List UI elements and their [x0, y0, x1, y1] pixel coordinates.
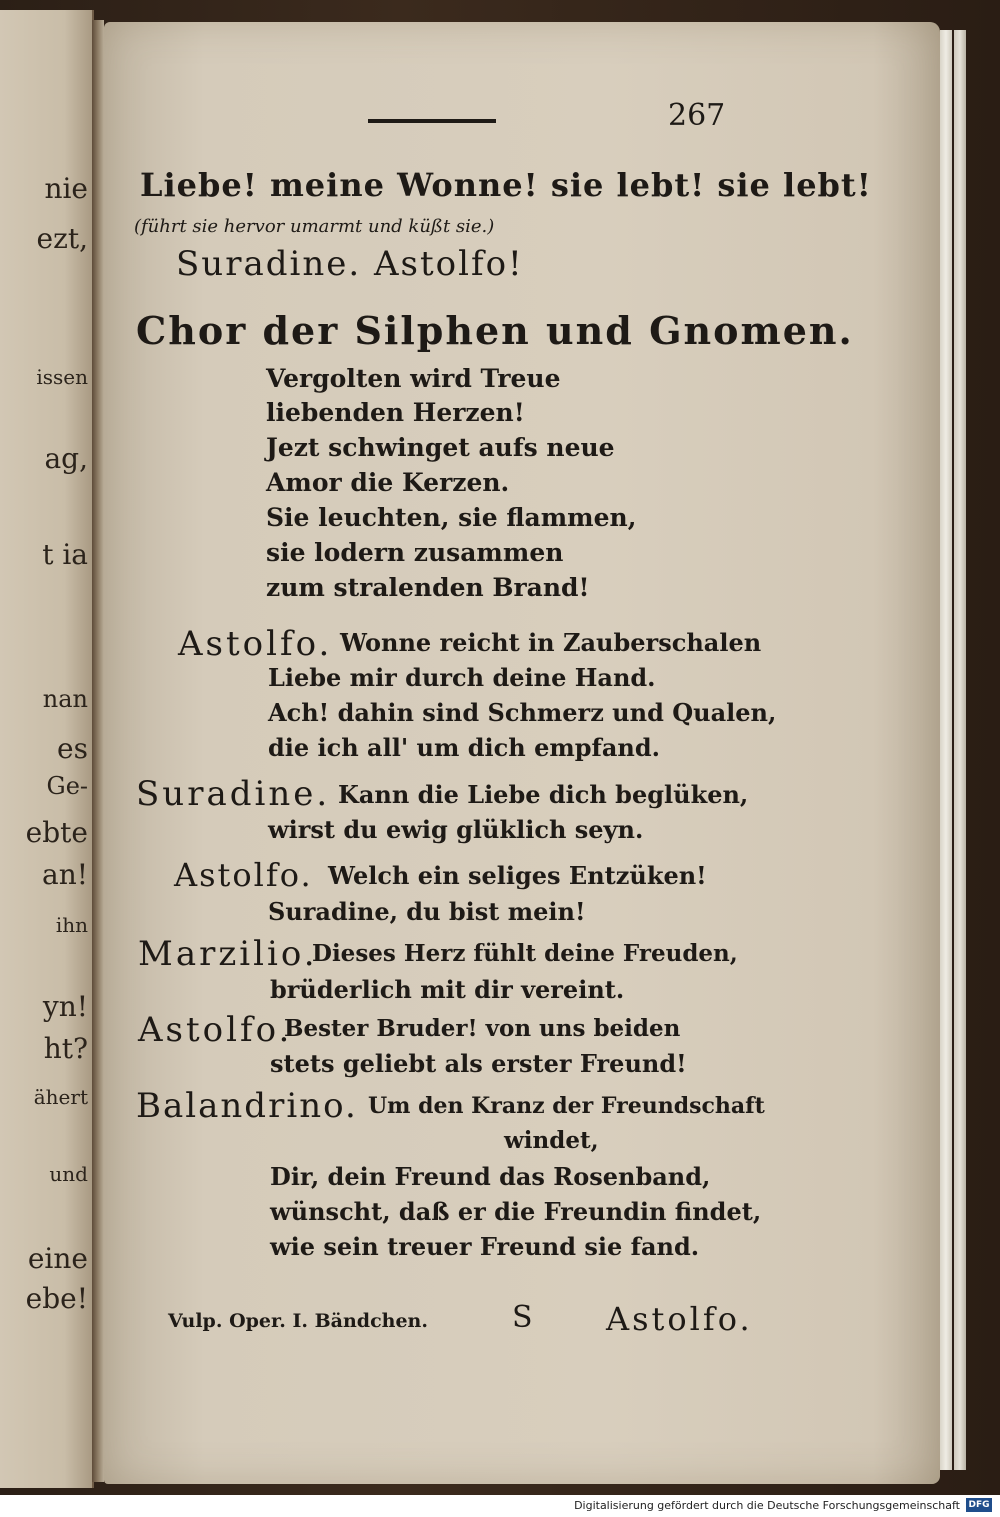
left-facing-page — [0, 10, 94, 1488]
verse-line: wirst du ewig glüklich seyn. — [268, 815, 644, 844]
margin-fragment: t ia — [42, 538, 88, 571]
margin-fragment: und — [49, 1162, 88, 1186]
margin-fragment: Ge- — [46, 772, 88, 800]
page-edge — [940, 30, 952, 1470]
header-rule — [368, 119, 496, 123]
margin-fragment: ezt, — [36, 222, 88, 255]
book-gutter — [92, 20, 104, 1482]
verse-line: Wonne reicht in Zauberschalen — [340, 628, 762, 657]
verse-line: Welch ein seliges Entzüken! — [328, 861, 707, 890]
verse-line: stets geliebt als erster Freund! — [270, 1049, 687, 1078]
margin-fragment: yn! — [42, 990, 88, 1023]
verse-line: Dir, dein Freund das Rosenband, — [270, 1162, 711, 1191]
verse-line: wie sein treuer Freund sie fand. — [270, 1232, 700, 1261]
margin-fragment: ihn — [55, 913, 88, 937]
credit-text: Digitalisierung gefördert durch die Deutsche Forschungsgemeinschaft — [574, 1499, 960, 1512]
verse-line: die ich all' um dich empfand. — [268, 733, 660, 762]
verse-line: Liebe mir durch deine Hand. — [268, 663, 656, 692]
dfg-logo: DFG — [966, 1498, 992, 1512]
chorus-line: zum stralenden Brand! — [266, 573, 590, 602]
chorus-line: Vergolten wird Treue — [266, 364, 561, 393]
verse-line: windet, — [504, 1127, 599, 1154]
speaker-name: Astolfo. — [174, 856, 313, 894]
margin-fragment: ebte — [25, 816, 88, 849]
verse-line: Um den Kranz der Freundschaft — [368, 1093, 765, 1119]
page-edge — [954, 30, 966, 1470]
verse-line: Suradine, du bist mein! — [268, 897, 586, 926]
speaker-name: Suradine. — [136, 774, 331, 814]
chorus-line: liebenden Herzen! — [266, 398, 525, 427]
margin-fragment: ag, — [44, 442, 88, 475]
verse-line: brüderlich mit dir vereint. — [270, 975, 625, 1004]
chorus-line: Amor die Kerzen. — [266, 468, 510, 497]
verse-line: Kann die Liebe dich beglüken, — [338, 780, 749, 809]
verse-line: Liebe! meine Wonne! sie lebt! sie lebt! — [140, 166, 872, 204]
verse-line: Dieses Herz fühlt deine Freuden, — [312, 940, 738, 967]
margin-fragment: eine — [27, 1242, 88, 1275]
margin-fragment: nan — [42, 685, 88, 713]
chorus-line: Sie leuchten, sie flammen, — [266, 503, 637, 532]
margin-fragment: issen — [36, 365, 88, 389]
speaker-name: Astolfo. — [178, 624, 333, 664]
verse-line: Bester Bruder! von uns beiden — [284, 1015, 681, 1042]
speaker-name: Astolfo. — [138, 1010, 293, 1050]
chorus-line: Jezt schwinget aufs neue — [266, 433, 615, 462]
chorus-line: sie lodern zusammen — [266, 538, 564, 567]
margin-fragment: ebe! — [25, 1282, 88, 1315]
page-number: 267 — [668, 98, 726, 133]
speaker-name: Marzilio. — [138, 934, 318, 974]
margin-fragment: an! — [42, 858, 88, 891]
margin-fragment: ähert — [33, 1085, 88, 1109]
catchword: Astolfo. — [606, 1300, 753, 1338]
verse-line: Ach! dahin sind Schmerz und Qualen, — [268, 698, 777, 727]
verse-line: Suradine. Astolfo! — [176, 244, 524, 284]
verse-line: wünscht, daß er die Freundin findet, — [270, 1197, 762, 1226]
signature-mark: S — [512, 1300, 533, 1335]
margin-fragment: nie — [44, 172, 88, 205]
margin-fragment: es — [57, 732, 88, 765]
margin-fragment: ht? — [43, 1032, 88, 1065]
stage-direction: (führt sie hervor umarmt und küßt sie.) — [134, 216, 495, 237]
section-heading: Chor der Silphen und Gnomen. — [136, 308, 854, 353]
speaker-name: Balandrino. — [136, 1086, 358, 1126]
signature-title: Vulp. Oper. I. Bändchen. — [168, 1310, 428, 1332]
